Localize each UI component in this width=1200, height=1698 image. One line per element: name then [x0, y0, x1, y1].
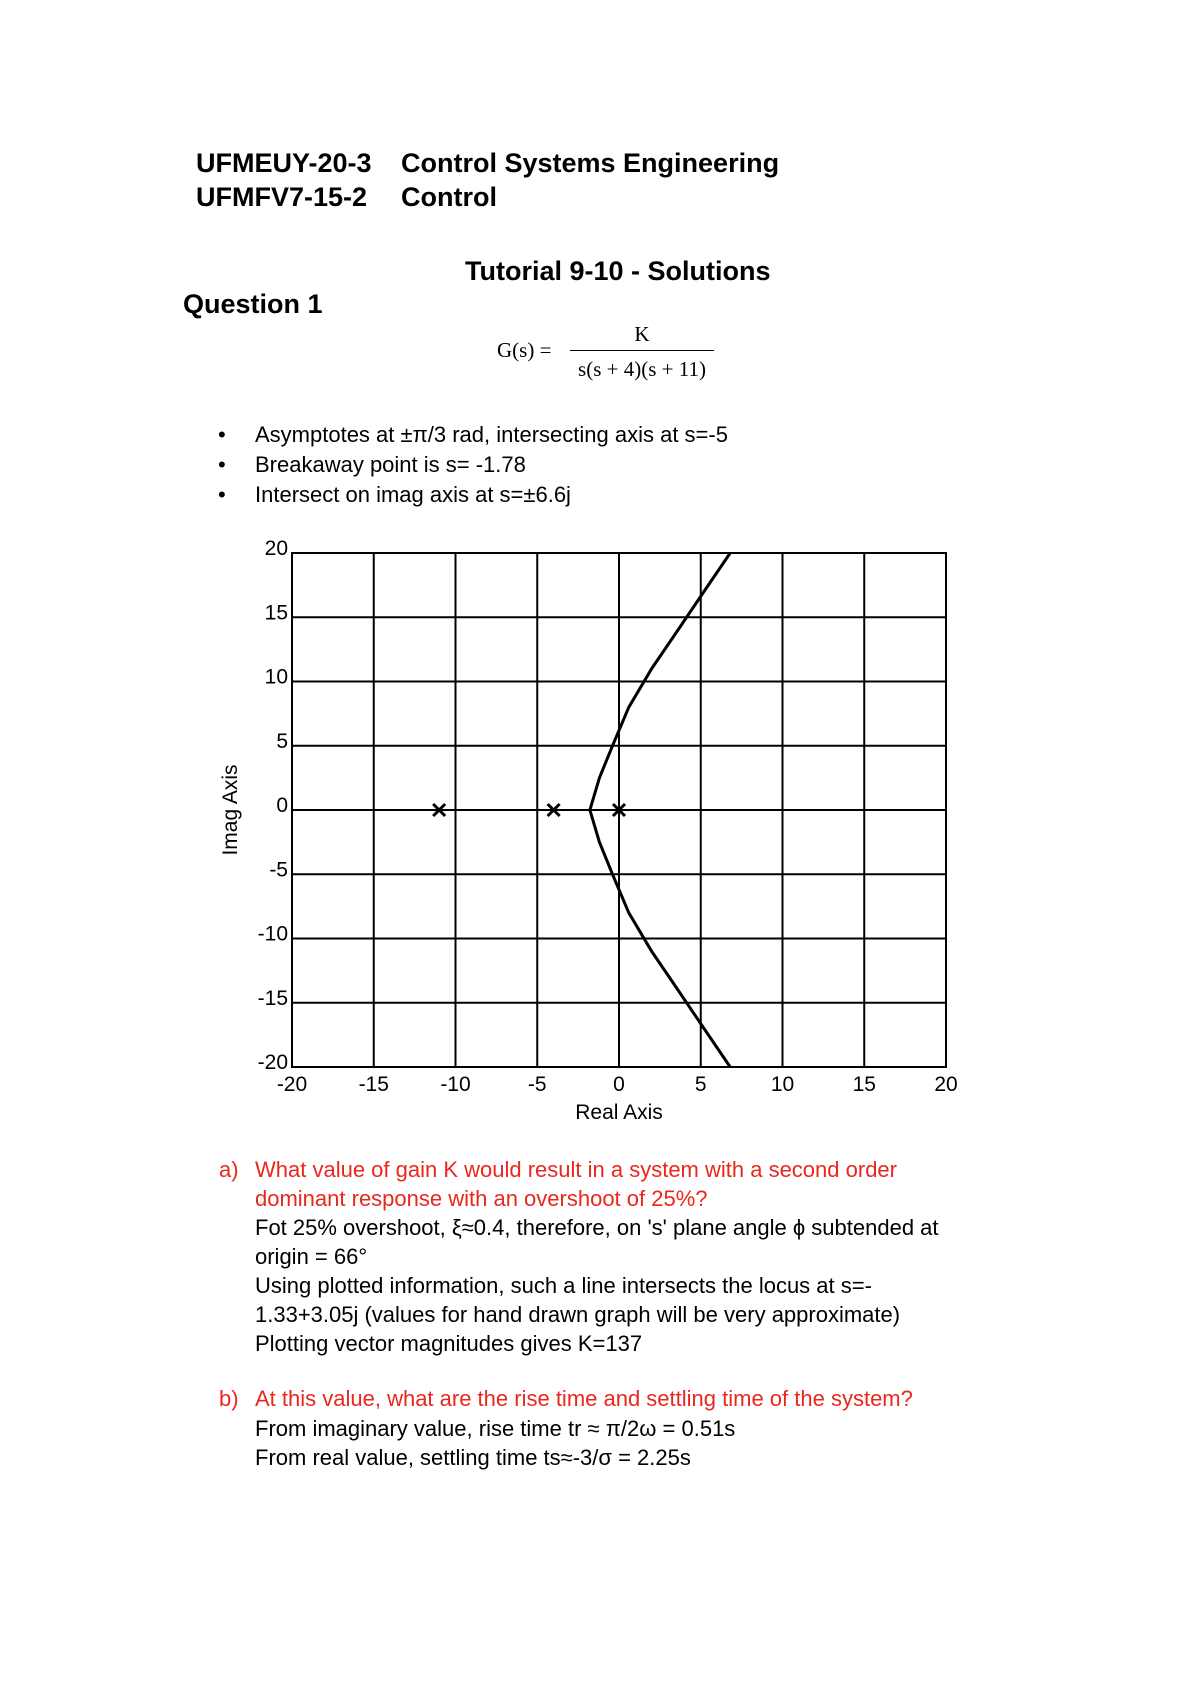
part-a-question: What value of gain K would result in a system with a second order [255, 1157, 897, 1182]
y-tick-label: 10 [264, 665, 288, 689]
part-b-label: b) [219, 1386, 239, 1411]
x-axis-label: Real Axis [575, 1101, 663, 1124]
page-title: Tutorial 9-10 - Solutions [465, 256, 771, 286]
y-tick-label: 0 [276, 794, 288, 817]
x-tick-label: -15 [358, 1073, 389, 1096]
y-axis-label: Imag Axis [219, 764, 242, 856]
x-tick-label: 20 [934, 1073, 958, 1096]
part-a-answer: Fot 25% overshoot, ξ≈0.4, therefore, on 's' plane angle ϕ subtended at [255, 1215, 939, 1240]
bullet-dot: • [218, 482, 226, 507]
formula-denominator: s(s + 4)(s + 11) [578, 357, 706, 381]
y-tick-label: 20 [264, 537, 288, 560]
x-tick-label: 0 [613, 1073, 625, 1096]
course-title-1: Control Systems Engineering [401, 148, 780, 178]
x-tick-label: -20 [276, 1073, 308, 1096]
bullet-item: Breakaway point is s= -1.78 [255, 452, 526, 477]
part-a-answer: origin = 66° [255, 1244, 368, 1269]
x-tick-labels [277, 1073, 958, 1096]
part-a-label: a) [219, 1157, 239, 1182]
formula-numerator: K [634, 322, 650, 346]
formula-lhs: G(s) = [497, 338, 552, 362]
course-code-1: UFMEUY-20-3 [196, 148, 372, 178]
part-a-answer: Using plotted information, such a line intersects the locus at s=- [255, 1273, 872, 1298]
part-b-question: At this value, what are the rise time and settling time of the system? [255, 1386, 913, 1411]
x-tick-label: -10 [440, 1073, 471, 1096]
bullet-dot: • [218, 422, 226, 447]
part-a-answer: Plotting vector magnitudes gives K=137 [255, 1331, 643, 1356]
x-tick-label: 10 [770, 1073, 795, 1096]
course-code-2: UFMFV7-15-2 [196, 182, 368, 212]
part-a-answer: 1.33+3.05j (values for hand drawn graph will be very approximate) [255, 1302, 901, 1327]
y-tick-label: -5 [269, 858, 288, 882]
bullet-item: Intersect on imag axis at s=±6.6j [255, 482, 571, 507]
bullet-dot: • [218, 452, 226, 477]
x-tick-label: 15 [852, 1073, 876, 1096]
question-heading: Question 1 [183, 289, 323, 319]
x-tick-label: 5 [694, 1073, 707, 1096]
bullet-item: Asymptotes at ±π/3 rad, intersecting axis at s=-5 [255, 422, 728, 447]
y-tick-label: 5 [276, 729, 288, 753]
y-tick-label: -10 [257, 922, 288, 946]
y-tick-label: -20 [257, 1051, 288, 1074]
x-tick-label: -5 [527, 1073, 547, 1096]
y-tick-label: -15 [257, 986, 288, 1010]
course-title-2: Control [401, 182, 497, 212]
y-tick-labels [258, 537, 288, 1074]
part-a-question: dominant response with an overshoot of 25%? [255, 1186, 708, 1211]
part-b-answer: From real value, settling time ts≈-3/σ = 2.25s [255, 1445, 691, 1470]
part-b-answer: From imaginary value, rise time tr ≈ π/2ω = 0.51s [255, 1416, 736, 1441]
y-tick-label: 15 [264, 601, 288, 625]
